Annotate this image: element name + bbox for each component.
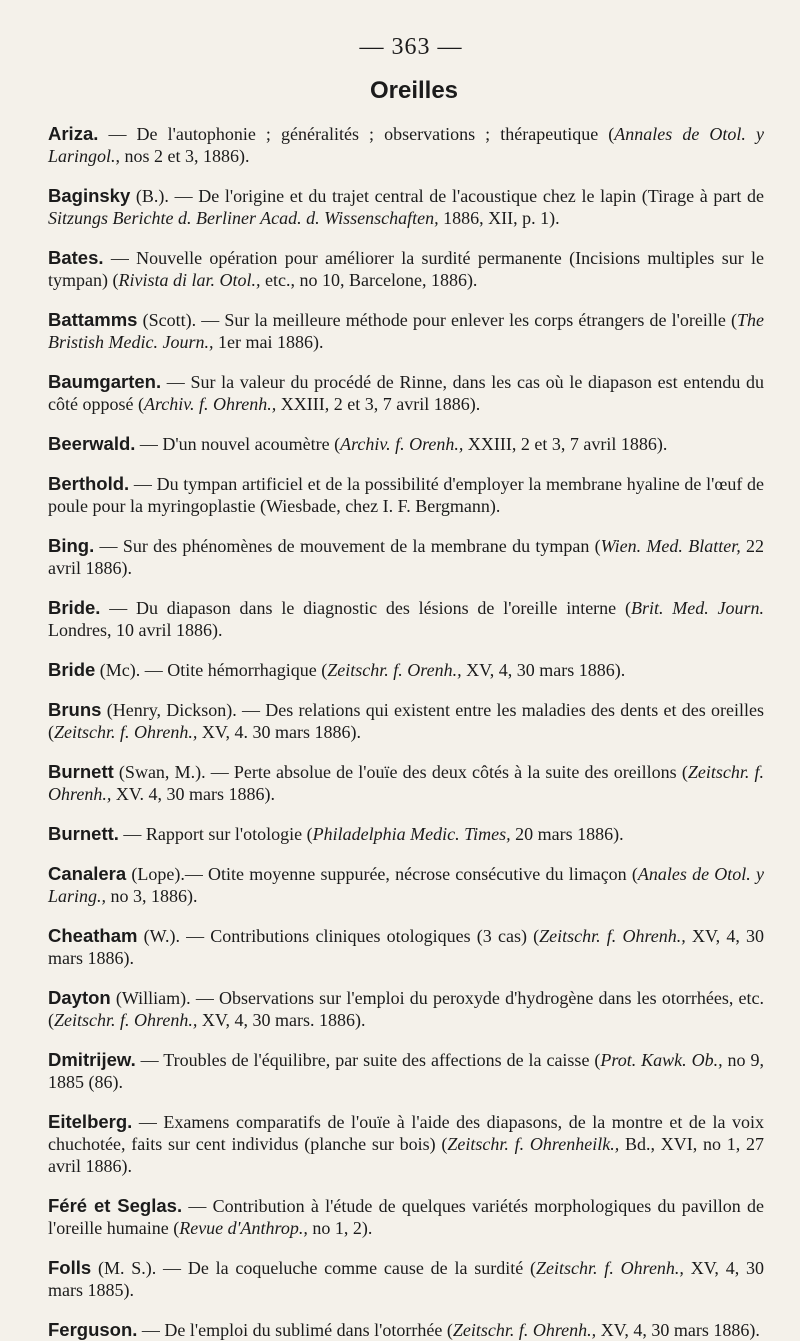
entry-text: — Sur la valeur du procédé de Rinne, dans les cas où le diapason est entendu du côté opposé (	[48, 372, 764, 414]
entry-source: Zeitschr. f. Ohrenh.,	[54, 1010, 198, 1030]
entry-text: — Rapport sur l'otologie (	[118, 824, 313, 844]
entry-text-end: no 3, 1886).	[106, 886, 198, 906]
entry-author: Berthold.	[48, 473, 130, 494]
entry-text: (Scott). — Sur la meilleure méthode pour enlever les corps étrangers de l'oreille (	[137, 310, 737, 330]
bibliography-list	[48, 123, 764, 1341]
bibliography-entry	[48, 925, 764, 969]
bibliography-entry	[48, 597, 764, 641]
entry-source: Zeitschr. f. Ohrenheilk.,	[447, 1134, 620, 1154]
section-title: Oreilles	[369, 77, 459, 104]
entry-source: Archiv. f. Ohrenh.,	[143, 394, 277, 414]
entry-author: Dmitrijew.	[48, 1049, 136, 1070]
bibliography-entry	[48, 1049, 764, 1093]
entry-author: Féré et Seglas.	[48, 1195, 183, 1216]
entry-text-end: no 1, 2).	[307, 1218, 373, 1238]
entry-text: — Du tympan artificiel et de la possibilité d'employer la membrane hyaline de l'œuf de poule pour la myringoplastie (Wiesbade, chez I. F. Bergmann).	[48, 474, 764, 516]
entry-text: (B.). — De l'origine et du trajet central de l'acoustique chez le lapin (Tirage à part de	[130, 186, 764, 206]
entry-author: Canalera	[48, 863, 127, 884]
bibliography-entry	[48, 535, 764, 579]
entry-text: — De l'autophonie ; généralités ; observations ; thérapeutique (	[98, 124, 615, 144]
entry-text: (M. S.). — De la coqueluche comme cause de la surdité (	[91, 1258, 537, 1278]
entry-text: — Examens comparatifs de l'ouïe à l'aide des diapasons, de la montre et de la voix chuchotée, faits sur cent individus (planche sur bois) (	[48, 1112, 764, 1154]
entry-text: (Mc). — Otite hémorrhagique (	[95, 660, 328, 680]
entry-author: Burnett.	[48, 823, 119, 844]
entry-text: (William). — Observations sur l'emploi du peroxyde d'hydrogène dans les otorrhées, etc. (	[48, 988, 764, 1030]
entry-text-end: XXIII, 2 et 3, 7 avril 1886).	[463, 434, 668, 454]
entry-text-end: XV, 4, 30 mars 1885).	[48, 1258, 764, 1300]
entry-text-end: XXIII, 2 et 3, 7 avril 1886).	[276, 394, 481, 414]
entry-author: Bates.	[48, 247, 104, 268]
entry-text: — Sur des phénomènes de mouvement de la membrane du tympan (	[94, 536, 601, 556]
entry-source: Revue d'Anthrop.,	[179, 1218, 308, 1238]
entry-text: — D'un nouvel acoumètre (	[135, 434, 341, 454]
entry-text-end: 1er mai 1886).	[213, 332, 324, 352]
entry-author: Burnett	[48, 761, 114, 782]
entry-author: Ariza.	[48, 123, 99, 144]
entry-source: Brit. Med. Journ.	[630, 598, 764, 618]
entry-text-end: no 9, 1885 (86).	[48, 1050, 764, 1092]
entry-text-end: XV, 4, 30 mars 1886).	[461, 660, 626, 680]
entry-text-end: XV, 4, 30 mars. 1886).	[197, 1010, 366, 1030]
entry-author: Eitelberg.	[48, 1111, 133, 1132]
entry-source: Zeitschr. f. Ohrenh.,	[452, 1320, 597, 1340]
entry-author: Folls	[48, 1257, 92, 1278]
entry-source: Archiv. f. Orenh.,	[340, 434, 464, 454]
entry-source: The Bristish Medic. Journ.,	[48, 310, 764, 352]
bibliography-entry	[48, 371, 764, 415]
entry-text: — Nouvelle opération pour améliorer la surdité permanente (Incisions multiples sur le tympan) (	[48, 248, 764, 290]
entry-author: Beerwald.	[48, 433, 136, 454]
entry-text-end: 22 avril 1886).	[48, 536, 764, 578]
entry-author: Dayton	[48, 987, 111, 1008]
bibliography-entry	[48, 1319, 764, 1341]
entry-text-end: Bd., XVI, no 1, 27 avril 1886).	[48, 1134, 765, 1176]
bibliography-entry	[48, 699, 764, 743]
entry-source: Prot. Kawk. Ob.,	[600, 1050, 723, 1070]
entry-text: — Troubles de l'équilibre, par suite des affections de la caisse (	[135, 1050, 601, 1070]
entry-text-end: etc., no 10, Barcelone, 1886).	[260, 270, 478, 290]
entry-text: (Lope).— Otite moyenne suppurée, nécrose consécutive du limaçon (	[126, 864, 638, 884]
bibliography-entry	[48, 1195, 764, 1239]
entry-text-end: 20 mars 1886).	[510, 824, 624, 844]
entry-text-end: XV, 4, 30 mars 1886).	[48, 926, 764, 968]
bibliography-entry	[48, 823, 764, 845]
bibliography-entry	[48, 309, 764, 353]
entry-author: Bride	[48, 659, 96, 680]
entry-text: — Contribution à l'étude de quelques variétés morphologiques du pavillon de l'oreille humaine (	[48, 1196, 765, 1238]
bibliography-entry	[48, 185, 764, 229]
entry-source: Sitzungs Berichte d. Berliner Acad. d. Wissenschaften,	[48, 208, 439, 228]
entry-source: Philadelphia Medic. Times,	[312, 824, 511, 844]
entry-text-end: XV, 4, 30 mars 1886).	[596, 1320, 760, 1340]
entry-author: Baumgarten.	[48, 371, 162, 392]
bibliography-entry	[48, 433, 764, 455]
entry-author: Battamms	[48, 309, 138, 330]
entry-author: Bing.	[48, 535, 95, 556]
bibliography-entry	[48, 761, 764, 805]
entry-author: Bruns	[48, 699, 102, 720]
entry-text-end: XV, 4. 30 mars 1886).	[197, 722, 362, 742]
entry-author: Cheatham	[48, 925, 138, 946]
bibliography-entry	[48, 123, 764, 167]
page-number: — 363 —	[359, 34, 463, 60]
entry-source: Zeitschr. f. Ohrenh.,	[48, 762, 765, 804]
entry-text: (W.). — Contributions cliniques otologiques (3 cas) (	[137, 926, 540, 946]
entry-source: Rivista di lar. Otol.,	[118, 270, 261, 290]
bibliography-entry	[48, 659, 764, 681]
entry-source: Annales de Otol. y Laringol.	[48, 124, 764, 166]
entry-source: Anales de Otol. y Laring.,	[48, 864, 764, 906]
entry-author: Ferguson.	[48, 1319, 138, 1340]
entry-text: (Henry, Dickson). — Des relations qui existent entre les maladies des dents et des oreilles (	[48, 700, 764, 742]
entry-source: Zeitschr. f. Orenh.,	[327, 660, 462, 680]
bibliography-entry	[48, 1257, 764, 1301]
entry-text-end: , nos 2 et 3, 1886).	[115, 146, 250, 166]
bibliography-entry	[48, 863, 764, 907]
entry-text: (Swan, M.). — Perte absolue de l'ouïe des deux côtés à la suite des oreillons (	[113, 762, 688, 782]
entry-source: Wien. Med. Blatter,	[600, 536, 741, 556]
bibliography-entry	[48, 987, 764, 1031]
entry-text-end: Londres, 10 avril 1886).	[48, 620, 223, 640]
entry-source: Zeitschr. f. Ohrenh.,	[54, 722, 198, 742]
entry-text-end: XV. 4, 30 mars 1886).	[111, 784, 275, 804]
entry-source: Zeitschr. f. Ohrenh.,	[539, 926, 686, 946]
entry-text: — De l'emploi du sublimé dans l'otorrhée (	[137, 1320, 453, 1340]
bibliography-entry	[48, 247, 764, 291]
bibliography-entry	[48, 1111, 764, 1177]
entry-source: Zeitschr. f. Ohrenh.,	[536, 1258, 684, 1278]
entry-author: Baginsky	[48, 185, 131, 206]
entry-author: Bride.	[48, 597, 101, 618]
entry-text-end: 1886, XII, p. 1).	[438, 208, 560, 228]
bibliography-entry	[48, 473, 764, 517]
entry-text: — Du diapason dans le diagnostic des lésions de l'oreille interne (	[100, 598, 631, 618]
